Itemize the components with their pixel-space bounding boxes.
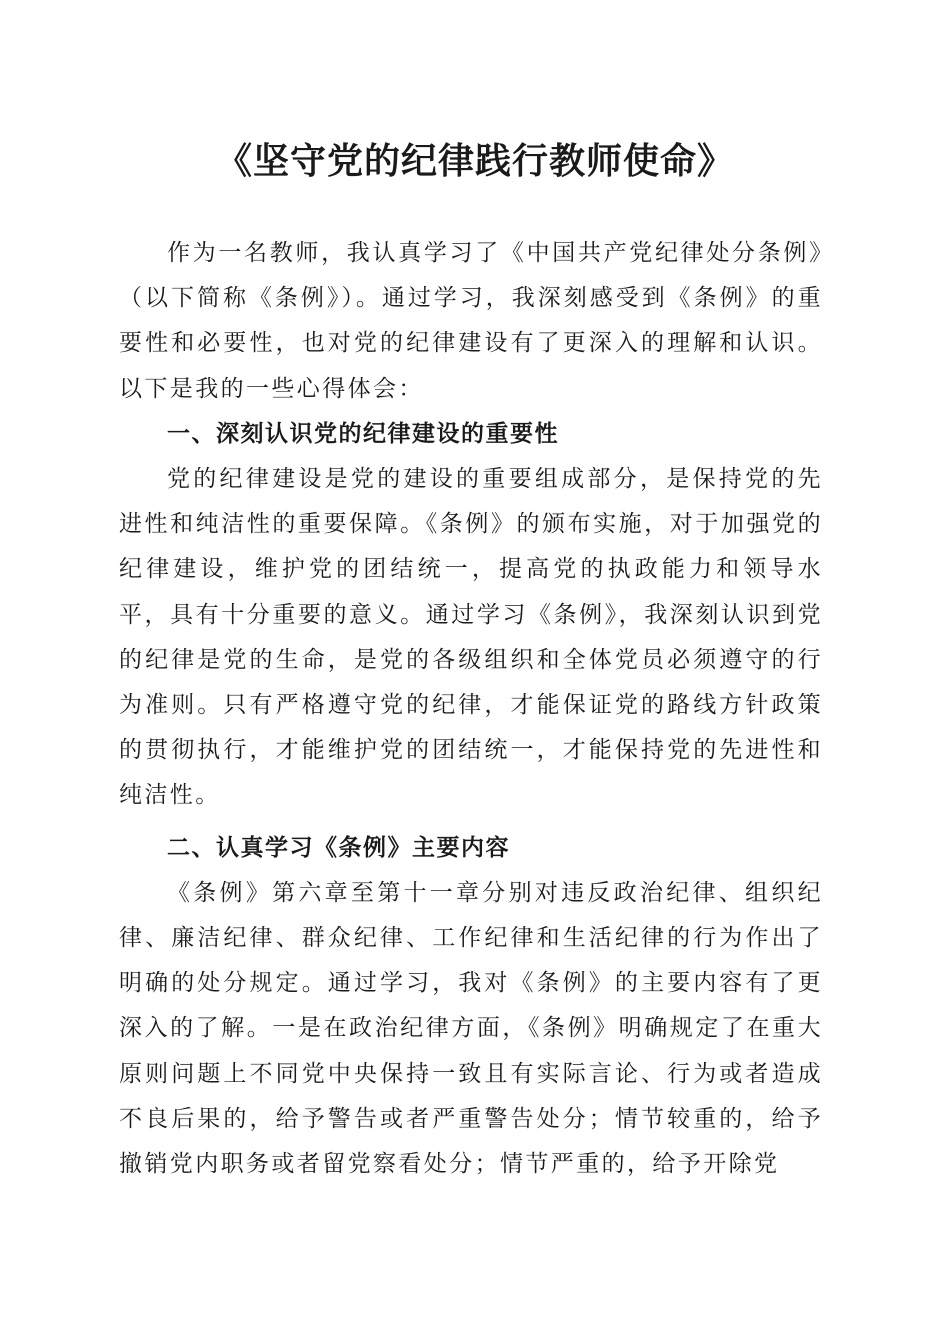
section-paragraph-1: 党的纪律建设是党的建设的重要组成部分，是保持党的先进性和纯洁性的重要保障。《条例》的颁布实施，对于加强党的纪律建设，维护党的团结统一，提高党的执政能力和领导水平，具有十分重要的意义。通过学习《条例》，我深刻认识到党的纪律是党的生命，是党的各级组织和全体党员必须遵守的行为准则。只有严格遵守党的纪律，才能保证党的路线方针政策的贯彻执行，才能维护党的团结统一，才能保持党的先进性和纯洁性。 [119, 466, 823, 809]
section-heading-2: 二、认真学习《条例》主要内容 [167, 834, 510, 861]
intro-paragraph: 作为一名教师，我认真学习了《中国共产党纪律处分条例》（以下简称《条例》）。通过学习，我深刻感受到《条例》的重要性和必要性，也对党的纪律建设有了更深入的理解和认识。以下是我的一些心得体会： [119, 240, 823, 402]
document-title: 《坚守党的纪律践行教师使命》 [215, 140, 734, 182]
document-body [119, 231, 823, 1187]
section-heading-1: 一、深刻认识党的纪律建设的重要性 [167, 420, 559, 447]
section-paragraph-2: 《条例》第六章至第十一章分别对违反政治纪律、组织纪律、廉洁纪律、群众纪律、工作纪律和生活纪律的行为作出了明确的处分规定。通过学习，我对《条例》的主要内容有了更深入的了解。一是在政治纪律方面，《条例》明确规定了在重大原则问题上不同党中央保持一致且有实际言论、行为或者造成不良后果的，给予警告或者严重警告处分；情节较重的，给予撤销党内职务或者留党察看处分；情节严重的，给予开除党 [119, 879, 823, 1178]
